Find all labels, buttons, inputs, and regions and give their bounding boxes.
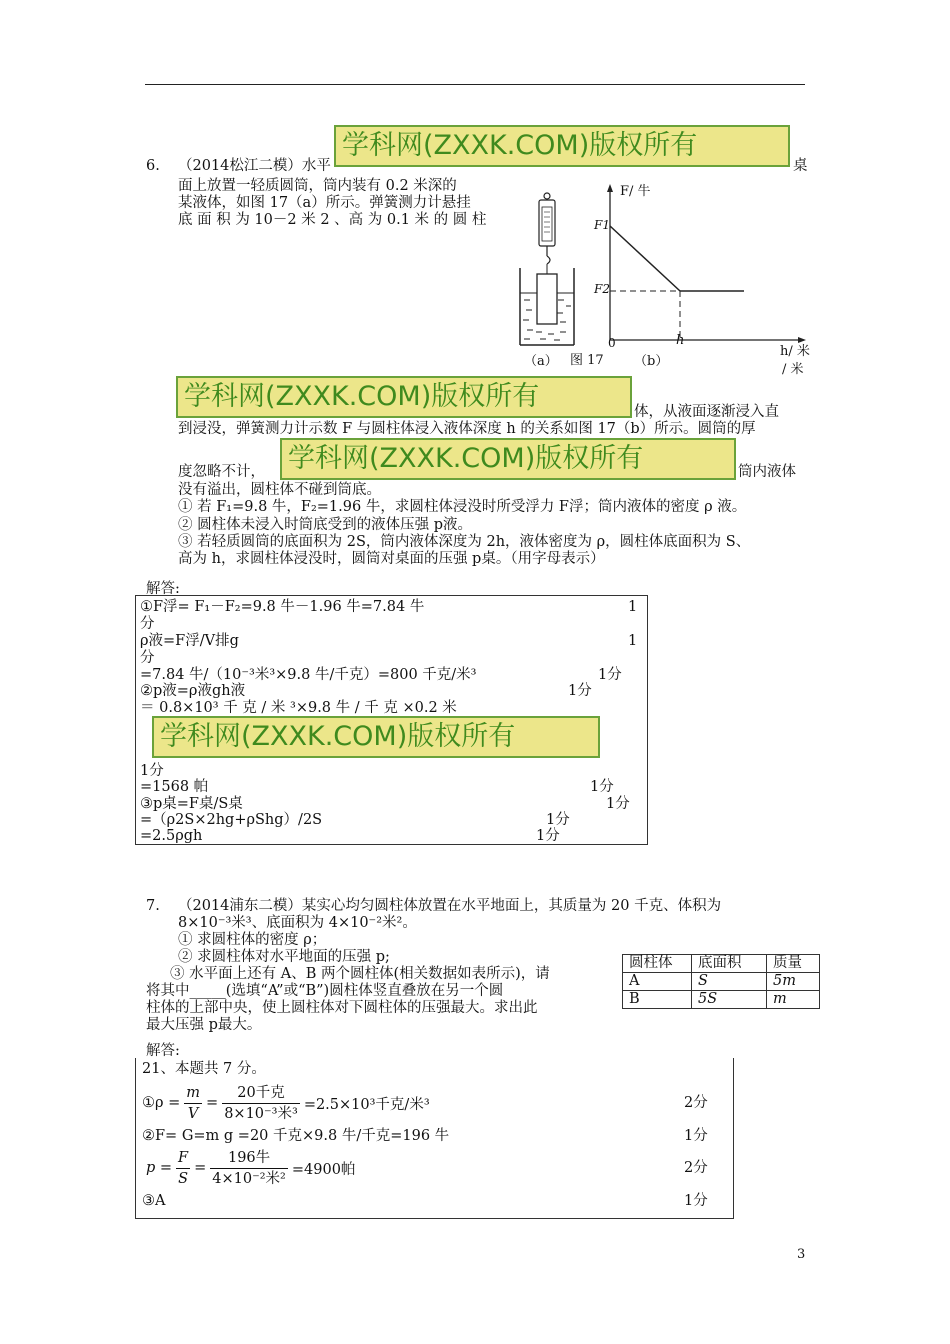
ans6-r2-fen: 分 [140,650,155,666]
ans6-r9-score: 1分 [546,812,570,828]
ans7-l3-pre: p = [146,1160,173,1176]
q6-sub3b: 高为 h，求圆柱体浸没时，圆筒对桌面的压强 p桌。（用字母表示） [178,551,605,567]
ans6-r4: ②p液=ρ液gh液 [140,683,246,699]
fraction-numerator: 20千克 [222,1083,300,1104]
force-depth-graph [607,184,806,343]
cylinder-container [520,268,574,345]
ans6-r5: ＝ 0.8×10³ 千 克 / 米 ³×9.8 牛 / 千 克 ×0.2 米 [140,700,457,716]
q6-number: 6. [146,158,160,174]
ans6-r8-score: 1分 [606,796,630,812]
q7-sub3b: 将其中_____(选填“A”或“B”)圆柱体竖直叠放在另一个圆 [146,983,504,999]
figure-b-label: （b） [634,354,669,369]
fraction-numerator: 196牛 [210,1148,288,1169]
ans7-line1 [142,1078,430,1128]
table-header-cell: 底面积 [692,955,767,973]
ans6-r8: ③p桌=F桌/S桌 [140,796,243,812]
spring-scale-icon [539,193,555,274]
q7-sub2: ② 求圆柱体对水平地面的压强 p; [178,949,390,965]
q6-sub3a: ③ 若轻质圆筒的底面积为 2S，筒内液体深度为 2h，液体密度为 ρ，圆柱体底面积为 S、 [178,534,751,550]
q6-sub1: ① 若 F₁=9.8 牛，F₂=1.96 牛，求圆柱体浸没时所受浮力 F浮；筒内液体的密度 ρ 液。 [178,499,747,515]
q7-number: 7. [146,898,160,914]
fraction-denominator: 8×10⁻³米³ [224,1105,298,1122]
q6-line7-start: 度忽略不计， [178,464,265,480]
header-rule [145,84,805,85]
table-row [623,991,820,1009]
graph-x-axis-label: h/ 米 [780,344,810,359]
q7-line2: 8×10⁻³米³、底面积为 4×10⁻²米²。 [178,915,417,931]
table-cell: B [623,991,692,1009]
cylinder-data-table [622,954,820,1009]
ans6-r10: =2.5ρgh [140,828,203,844]
q6-line1-end: 桌 [793,158,808,174]
graph-f2-label: F2 [594,282,610,296]
graph-f1-label: F1 [594,218,610,232]
answer-label-7: 解答: [146,1043,180,1059]
fraction-force-over-area [210,1148,288,1189]
ans6-r2-score: 1 [628,633,638,649]
ans6-r7: =1568 帕 [140,779,209,795]
ans6-r4-score: 1分 [568,683,592,699]
graph-h-tick: h [676,333,685,348]
table-cell: A [623,973,692,991]
q6-line2: 面上放置一轻质圆筒，筒内装有 0.2 米深的 [178,178,457,194]
q7-sub3a: ③ 水平面上还有 A、B 两个圆柱体(相关数据如表所示)，请 [170,966,550,982]
q6-sub2: ② 圆柱体未浸入时筒底受到的液体压强 p液。 [178,517,472,533]
fraction-numerator: m [184,1083,202,1104]
ans6-r1: ①F浮= F₁－F₂=9.8 牛－1.96 牛=7.84 牛 [140,599,425,615]
ans7-l4-score: 1分 [684,1193,708,1209]
ans6-r1-fen: 分 [140,616,155,632]
ans7-title: 21、本题共 7 分。 [142,1061,266,1077]
ans7-l1-score: 2分 [684,1095,708,1111]
q7-sub3c: 柱体的上部中央，使上圆柱体对下圆柱体的压强最大。求出此 [146,1000,538,1016]
q6-line6: 到浸没，弹簧测力计示数 F 与圆柱体浸入液体深度 h 的关系如图 17（b）所示。圆筒的厚 [178,421,756,437]
ans7-l3-mid: = [194,1160,207,1176]
table-header-row [623,955,820,973]
watermark-banner: 学科网(ZXXK.COM)版权所有 [152,716,600,758]
q7-line1: （2014浦东二模）某实心均匀圆柱体放置在水平地面上，其质量为 20 千克、体积为 [178,898,722,914]
q7-sub1: ① 求圆柱体的密度 ρ； [178,932,327,948]
ans6-r1-score: 1 [628,599,638,615]
ans7-l1-result: =2.5×10³千克/米³ [303,1096,430,1113]
ans6-r3: =7.84 牛/（10⁻³米³×9.8 牛/千克）=800 千克/米³ [140,667,477,683]
ans7-l1-mid: = [206,1095,219,1111]
q6-line3: 某液体，如图 17（a）所示。弹簧测力计悬挂 [178,195,471,211]
q6-line4: 底 面 积 为 10－2 米 2 、高 为 0.1 米 的 圆 柱 [178,212,487,228]
fraction-m-over-v [184,1083,202,1124]
ans6-r2: ρ液=F浮/V排g [140,633,239,649]
fraction-mass-over-volume [222,1083,300,1124]
page-number: 3 [797,1247,806,1262]
table-cell: 5m [767,973,820,991]
q6-line7-end: 筒内液体 [738,464,796,480]
ans6-r10-score: 1分 [536,828,560,844]
watermark-banner: 学科网(ZXXK.COM)版权所有 [280,438,736,480]
graph-y-axis-label: F/ 牛 [620,184,651,199]
ans7-line3 [146,1143,355,1193]
fraction-denominator: S [178,1170,189,1187]
q6-line5-end: 体，从液面逐渐浸入直 [634,404,779,420]
ans6-r3-score: 1分 [598,667,622,683]
figure-caption: 图 17 [570,353,604,368]
table-header-cell: 质量 [767,955,820,973]
graph-origin-label: 0 [608,336,616,350]
q6-line8: 没有溢出，圆柱体不碰到筒底。 [178,482,381,498]
fraction-denominator: 4×10⁻²米² [212,1170,286,1187]
table-header-cell: 圆柱体 [623,955,692,973]
ans6-r9: =（ρ2S×2hg+ρShg）/2S [140,812,323,828]
table-row [623,973,820,991]
table-cell: S [692,973,767,991]
ans7-line4: ③A [142,1193,166,1209]
graph-x-axis-label-2: / 米 [782,362,804,377]
ans7-l3-result: =4900帕 [291,1161,356,1178]
ans7-l1-pre: ①ρ = [142,1095,181,1111]
answer-label-6: 解答: [146,581,180,597]
ans7-l2-score: 1分 [684,1128,708,1144]
q7-sub3d: 最大压强 p最大。 [146,1017,262,1033]
figure-a-label: （a） [524,354,558,369]
ans7-line2: ②F= G=m g =20 千克×9.8 牛/千克=196 牛 [142,1128,450,1144]
ans6-r7-score: 1分 [590,779,614,795]
watermark-banner: 学科网(ZXXK.COM)版权所有 [176,376,632,418]
table-cell: 5S [692,991,767,1009]
ans7-l3-score: 2分 [684,1160,708,1176]
fraction-denominator: V [187,1105,199,1122]
table-cell: m [767,991,820,1009]
fraction-numerator: F [176,1148,190,1169]
ans6-r6: 1分 [140,763,164,779]
watermark-banner: 学科网(ZXXK.COM)版权所有 [334,125,790,167]
fraction-f-over-s [176,1148,190,1189]
q6-line1-start: （2014松江二模）水平 [178,158,331,174]
